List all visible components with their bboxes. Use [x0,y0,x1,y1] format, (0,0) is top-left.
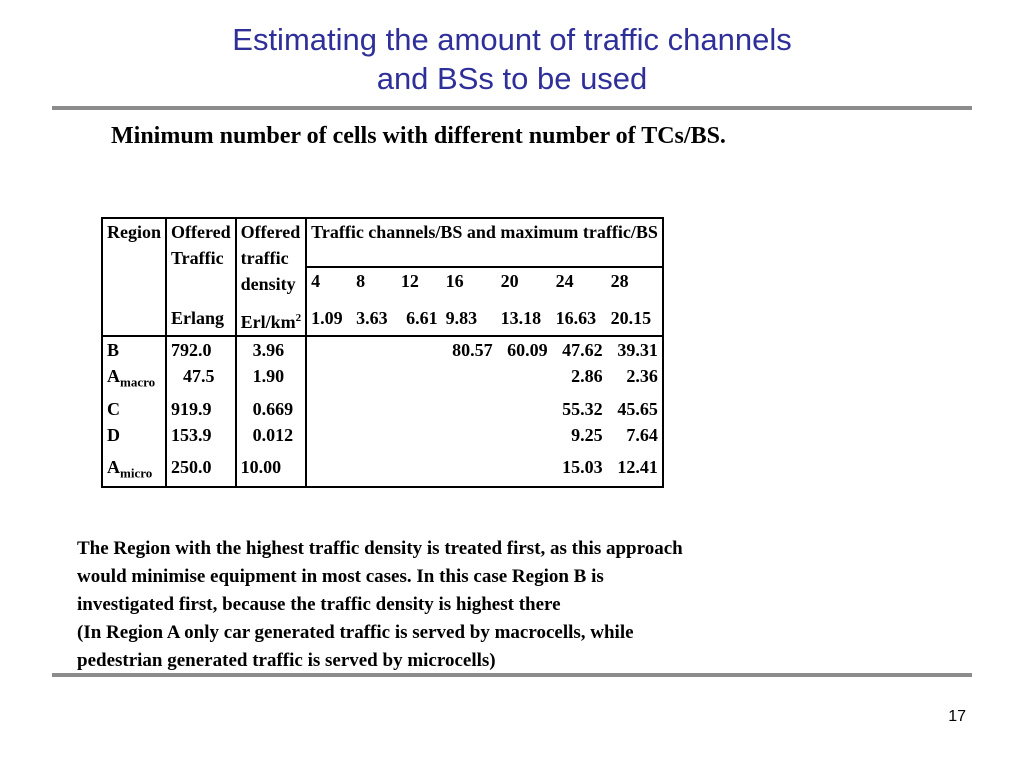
tc-4: 4 [311,270,321,291]
region-cell [102,448,166,488]
explanation-text [77,535,957,675]
max-cells-cell [397,396,442,422]
max-cells-cell [306,422,352,448]
max-cells-cell: 2.36 [607,363,663,396]
unit-density: Erl/$km^2$ [236,297,307,336]
max-cells-cell [397,363,442,396]
header-group: Traffic channels/BS and maximum traffic/BS [306,218,663,267]
top-divider [52,106,972,110]
traffic-table [101,217,664,488]
region-subscript: macro [120,374,156,390]
bottom-divider [52,673,972,677]
table-row [102,422,663,448]
max-cells-cell [306,448,352,488]
region-name: D [107,424,120,445]
tc-24: 24 [555,270,574,291]
max-traffic-28: 20.15 [607,297,663,336]
region-name: A [107,366,120,386]
header-offered-traffic: Offered Traffic [166,218,236,297]
table-unit-row [102,297,663,336]
tc-28: 28 [607,267,663,297]
title-line-1: Estimating the amount of traffic channels [232,22,792,57]
max-traffic-8: 3.63 [352,297,397,336]
max-cells-cell [306,396,352,422]
slide-subtitle: Minimum number of cells with different number of TCs/BS. [111,123,726,149]
slide-title [0,20,1024,98]
tc-12: 12 [400,270,419,291]
region-name: B [107,340,120,360]
region-name: A [107,456,120,477]
page-number: 17 [948,708,966,725]
explanation-line-4: (In Region A only car generated traffic is served by macrocells, while [77,622,634,643]
max-cells-cell [442,422,497,448]
offered-traffic-cell: 47.5 [166,363,236,396]
offered-traffic-cell: 919.9 [166,396,236,422]
max-cells-cell: 15.03 [552,448,607,488]
max-cells-cell: 45.65 [607,396,663,422]
tc-20: 20 [500,270,519,291]
max-cells-cell [397,422,442,448]
traffic-density-cell: 0.669 [236,396,307,422]
traffic-density-cell: 0.012 [236,422,307,448]
max-cells-cell [497,448,552,488]
max-cells-cell: 60.09 [507,340,548,360]
traffic-density-cell: 1.90 [236,363,307,396]
max-cells-cell [442,448,497,488]
max-traffic-16: 9.83 [442,297,497,336]
table-row [102,396,663,422]
max-cells-cell: 39.31 [607,336,663,363]
max-cells-cell [352,448,397,488]
region-cell [102,396,166,422]
offered-traffic-cell: 153.9 [166,422,236,448]
offered-traffic-cell: 792.0 [166,336,236,363]
tc-16: 16 [445,270,464,291]
max-cells-cell [352,422,397,448]
table-row [102,448,663,488]
max-cells-cell [352,336,397,363]
header-offered-density: Offered traffic density [236,218,307,297]
max-cells-cell: 2.86 [571,366,603,386]
max-traffic-24: 16.63 [552,297,607,336]
region-cell [102,422,166,448]
header-region: Region [102,218,166,267]
max-cells-cell [397,336,442,363]
explanation-line-3: investigated first, because the traffic density is highest there [77,594,561,615]
table-row [102,363,663,396]
region-name: C [107,398,120,419]
unit-region-blank [102,297,166,336]
region-cell [102,363,166,396]
traffic-density-cell: 10.00 [236,448,307,488]
max-cells-cell [352,396,397,422]
tc-8: 8 [356,270,366,291]
max-cells-cell [497,422,552,448]
max-cells-cell [442,363,497,396]
region-cell [102,336,166,363]
max-traffic-4: 1.09 [306,297,352,336]
max-cells-cell: 7.64 [607,422,663,448]
max-cells-cell: 9.25 [571,424,603,445]
max-traffic-12: 6.61 [397,297,442,336]
table-row [102,336,663,363]
max-cells-cell: 12.41 [607,448,663,488]
explanation-line-1: The Region with the highest traffic density is treated first, as this approach [77,538,683,559]
max-cells-cell [306,363,352,396]
region-subscript: micro [120,465,153,481]
traffic-density-cell: 3.96 [236,336,307,363]
explanation-line-5: pedestrian generated traffic is served by microcells) [77,650,496,671]
table-body [102,336,663,487]
max-cells-cell [497,396,552,422]
unit-traffic: Erlang [166,297,236,336]
max-cells-cell [497,363,552,396]
max-cells-cell [442,396,497,422]
max-cells-cell [352,363,397,396]
max-cells-cell: 47.62 [562,340,603,360]
max-traffic-20: 13.18 [497,297,552,336]
offered-traffic-cell: 250.0 [166,448,236,488]
title-line-2: and BSs to be used [376,61,648,96]
table-header-row [102,218,663,267]
max-cells-cell: 80.57 [452,340,493,360]
explanation-line-2: would minimise equipment in most cases. In this case Region B is [77,566,604,587]
max-cells-cell [306,336,352,363]
header-region-blank [102,267,166,297]
max-cells-cell [397,448,442,488]
max-cells-cell: 55.32 [562,398,603,419]
